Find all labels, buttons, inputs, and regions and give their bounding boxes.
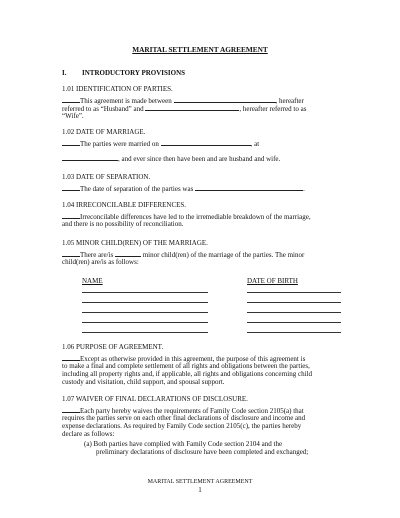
- blank-line: [62, 406, 80, 413]
- heading-1-05: 1.05 MINOR CHILD(REN) OF THE MARRIAGE.: [62, 239, 208, 247]
- wife-name-blank: [145, 104, 239, 111]
- child-name-line: [82, 332, 208, 333]
- para-1-01-line1: This agreement is made between , hereafter: [62, 96, 304, 105]
- marriage-place-blank: [62, 154, 118, 161]
- para-1-06-line3: including all property rights and, if applicable, all rights and obligations concerning child: [62, 370, 312, 378]
- marriage-date-blank: [161, 139, 251, 146]
- child-count-blank: [115, 250, 141, 257]
- child-dob-line: [247, 322, 341, 323]
- document-title: MARITAL SETTLEMENT AGREEMENT: [132, 45, 268, 54]
- para-1-07-item-a-line1: (a) Both parties have complied with Family Code section 2104 and the: [84, 440, 283, 448]
- para-1-01-line2: referred to as “Husband” and , hereafter referred to as: [62, 105, 307, 113]
- child-name-line: [82, 292, 208, 293]
- blank-line: [62, 250, 80, 257]
- blank-line: [62, 139, 80, 146]
- para-1-07-line2: requires the parties serve on each other final declarations of disclosure and income and: [62, 414, 306, 422]
- separation-date-blank: [195, 184, 303, 191]
- para-1-07-line3: expense declarations. As required by Family Code section 2105(c), the parties hereby: [62, 422, 302, 430]
- para-1-07-item-a-line2: preliminary declarations of disclosure have been completed and exchanged;: [96, 448, 309, 456]
- para-1-07-line4: declare as follows:: [62, 430, 115, 438]
- page-number: 1: [198, 486, 202, 494]
- page-footer: MARITAL SETTLEMENT AGREEMENT: [147, 479, 253, 485]
- heading-1-03: 1.03 DATE OF SEPARATION.: [62, 173, 151, 181]
- heading-1-06: 1.06 PURPOSE OF AGREEMENT.: [62, 343, 164, 351]
- blank-line: [62, 354, 80, 361]
- heading-1-02: 1.02 DATE OF MARRIAGE.: [62, 128, 146, 136]
- heading-1-07: 1.07 WAIVER OF FINAL DECLARATIONS OF DISCLOSURE.: [62, 395, 248, 403]
- para-1-05-line2: child(ren) are/is as follows:: [62, 258, 139, 266]
- child-dob-line: [247, 292, 341, 293]
- section-title: INTRODUCTORY PROVISIONS: [82, 69, 186, 77]
- husband-name-blank: [174, 96, 276, 103]
- child-name-line: [82, 322, 208, 323]
- blank-line: [62, 212, 80, 219]
- para-1-05-line1: There are/is minor child(ren) of the marriage of the parties. The minor: [62, 250, 304, 259]
- blank-line: [62, 184, 80, 191]
- column-header-name: NAME: [82, 277, 103, 285]
- para-1-04-line1: Irreconcilable differences have led to the irremediable breakdown of the marriage,: [62, 212, 311, 221]
- para-1-01-line3: “Wife”.: [62, 112, 84, 120]
- child-dob-line: [247, 332, 341, 333]
- para-1-02-line1: The parties were married on , at: [62, 139, 259, 148]
- blank-line: [62, 96, 80, 103]
- child-dob-line: [247, 302, 341, 303]
- section-number: I.: [62, 69, 67, 77]
- child-name-line: [82, 312, 208, 313]
- para-1-06-line1: Except as otherwise provided in this agreement, the purpose of this agreement is: [62, 354, 305, 363]
- column-header-date-of-birth: DATE OF BIRTH: [247, 277, 298, 285]
- heading-1-04: 1.04 IRRECONCILABLE DIFFERENCES.: [62, 201, 187, 209]
- para-1-06-line2: to make a final and complete settlement of all rights and obligations between the parties,: [62, 362, 310, 370]
- heading-1-01: 1.01 IDENTIFICATION OF PARTIES.: [62, 85, 173, 93]
- para-1-06-line4: custody and visitation, child support, and spousal support.: [62, 378, 225, 386]
- para-1-04-line2: and there is no possibility of reconciliation.: [62, 220, 184, 228]
- child-dob-line: [247, 312, 341, 313]
- para-1-02-line2: , and ever since then have been and are husband and wife.: [62, 154, 280, 163]
- para-1-07-line1: Each party hereby waives the requirements of Family Code section 2105(a) that: [62, 406, 304, 415]
- para-1-03-line1: The date of separation of the parties was .: [62, 184, 305, 193]
- child-name-line: [82, 302, 208, 303]
